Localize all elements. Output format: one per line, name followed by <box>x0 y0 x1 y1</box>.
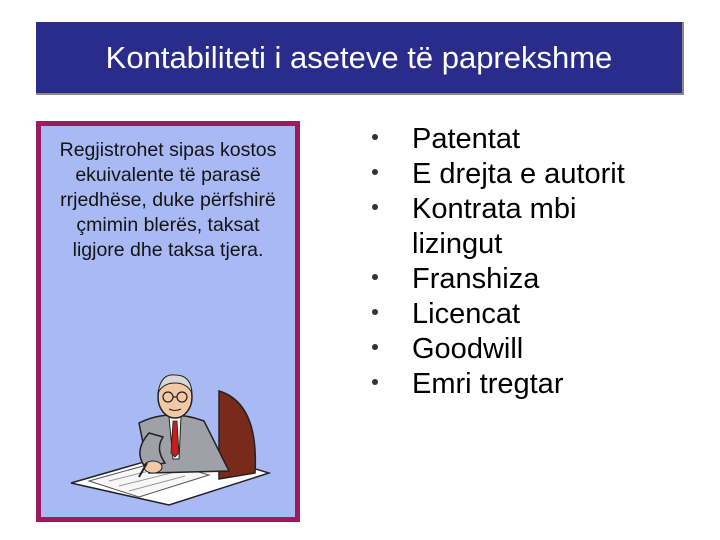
list-item: Patentat <box>372 122 662 157</box>
businessman-illustration <box>69 363 271 508</box>
bullet-icon <box>372 344 378 350</box>
bullet-icon <box>372 379 378 385</box>
list-item: Franshiza <box>372 262 662 297</box>
asset-types-list <box>372 122 662 402</box>
bullet-icon <box>372 169 378 175</box>
bullet-icon <box>372 274 378 280</box>
title-bar <box>36 22 684 95</box>
bullet-icon <box>372 134 378 140</box>
list-item: E drejta e autorit <box>372 157 662 192</box>
left-text-panel <box>36 121 300 522</box>
bullet-icon <box>372 204 378 210</box>
list-item: Licencat <box>372 297 662 332</box>
slide-title: Kontabiliteti i aseteve të paprekshme <box>105 39 613 75</box>
list-item: Kontrata mbi lizingut <box>372 192 662 262</box>
list-item: Goodwill <box>372 332 662 367</box>
list-item: Emri tregtar <box>372 367 662 402</box>
panel-description: Regjistrohet sipas kostos ekuivalente të parasë rrjedhëse, duke përfshirë çmimin blerës, taksat ligjore dhe taksa tjera. <box>59 139 277 261</box>
bullet-icon <box>372 309 378 315</box>
